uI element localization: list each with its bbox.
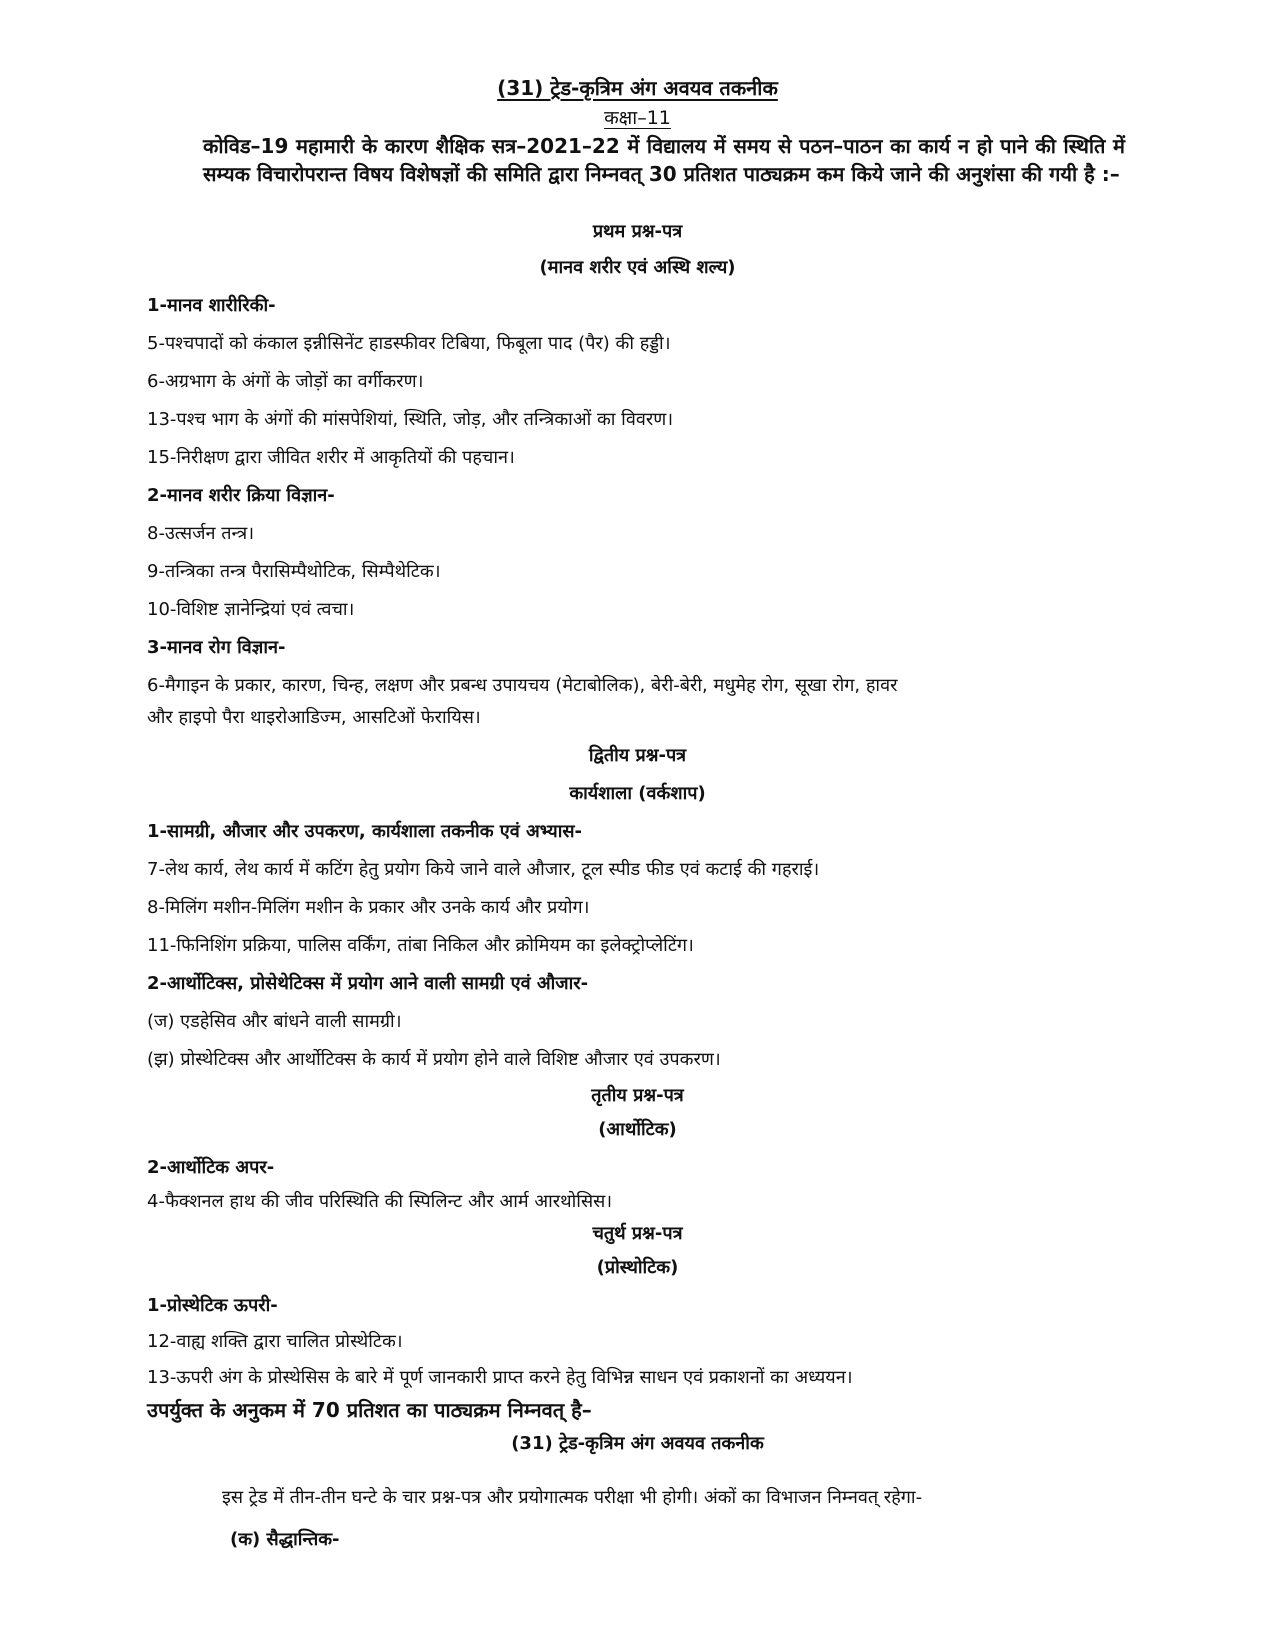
paper2-section2-heading: 2-आर्थोटिक्स, प्रोसेथेटिक्स में प्रयोग आने वाली सामग्री एवं औजार- [147,973,589,994]
paper4-title: चतुर्थ प्रश्न-पत्र [592,1223,683,1244]
paper1-section3-heading: 3-मानव रोग विज्ञान- [147,637,286,658]
list-item: 5-पश्चपादों को कंकाल इन्नीसिनेंट हाडस्फीवर टिबिया, फिबूला पाद (पैर) की हड्डी। [147,333,671,354]
list-item: 10-विशिष्ट ज्ञानेन्द्रियां एवं त्वचा। [147,599,355,620]
theory-heading: (क) सैद्धान्तिक- [230,1529,340,1550]
list-item: 7-लेथ कार्य, लेथ कार्य में कटिंग हेतु प्रयोग किये जाने वाले औजार, टूल स्पीड फीड एवं कटाई की गहराई। [147,859,820,880]
paper2-subtitle: कार्यशाला (वर्कशाप) [569,783,706,804]
list-item: 15-निरीक्षण द्वारा जीवित शरीर में आकृतियों की पहचान। [147,447,515,468]
list-item: 13-पश्च भाग के अंगों की मांसपेशियां, स्थिति, जोड़, और तन्त्रिकाओं का विवरण। [147,409,674,430]
exam-note: इस ट्रेड में तीन-तीन घन्टे के चार प्रश्न-पत्र और प्रयोगात्मक परीक्षा भी होगी। अंकों का विभाजन निम्नवत् रहेगा- [222,1487,923,1508]
list-item: 4-फैक्शनल हाथ की जीव परिस्थिति की स्पिलिन्ट और आर्म आरथोसिस। [147,1191,613,1212]
paper1-section1-heading: 1-मानव शारीरिकी- [147,295,276,316]
paper1-title: प्रथम प्रश्न-पत्र [592,221,683,242]
paper1-section2-heading: 2-मानव शरीर क्रिया विज्ञान- [147,485,335,506]
paper1-subtitle: (मानव शरीर एवं अस्थि शल्य) [539,257,736,278]
title-repeat: (31) ट्रेड-कृत्रिम अंग अवयव तकनीक [511,1433,764,1454]
list-item: (ज) एडहेसिव और बांधने वाली सामग्री। [147,1011,402,1032]
intro-paragraph [147,132,1125,188]
list-item: 13-ऊपरी अंग के प्रोस्थेसिस के बारे में पूर्ण जानकारी प्राप्त करने हेतु विभिन्न साधन एवं प्रकाशनों का अध्ययन। [147,1367,853,1388]
paper3-subtitle: (आर्थोटिक) [598,1119,677,1140]
paper3-title: तृतीय प्रश्न-पत्र [591,1085,684,1106]
remaining-heading: उपर्युक्त के अनुकम में 70 प्रतिशत का पाठ्यक्रम निम्नवत् है– [147,1398,592,1422]
list-item: 6-अग्रभाग के अंगों के जोड़ों का वर्गीकरण। [147,371,424,392]
list-item: 8-उत्सर्जन तन्त्र। [147,523,255,544]
paper4-subtitle: (प्रोस्थोटिक) [596,1257,679,1278]
paper2-title: द्वितीय प्रश्न-पत्र [588,745,687,766]
list-item: 11-फिनिशिंग प्रक्रिया, पालिस वर्किंग, तांबा निकिल और क्रोमियम का इलेक्ट्रोप्लेटिंग। [147,935,694,956]
list-item: 12-वाह्य शक्ति द्वारा चालित प्रोस्थेटिक। [147,1331,403,1352]
list-item: 9-तन्त्रिका तन्त्र पैरासिम्पैथोटिक, सिम्पैथेटिक। [147,561,441,582]
page-title: (31) ट्रेड-कृत्रिम अंग अवयव तकनीक [497,76,778,100]
list-item: 8-मिलिंग मशीन-मिलिंग मशीन के प्रकार और उनके कार्य और प्रयोग। [147,897,590,918]
paper2-section1-heading: 1-सामग्री, औजार और उपकरण, कार्यशाला तकनीक एवं अभ्यास- [147,821,582,842]
list-item-continued: और हाइपो पैरा थाइरोआडिज्म, आसटिओं फेरायिस। [147,707,481,728]
class-label: कक्षा–11 [604,107,671,129]
paper3-section1-heading: 2-आर्थोटिक अपर- [147,1157,275,1178]
list-item: (झ) प्रोस्थेटिक्स और आर्थोटिक्स के कार्य में प्रयोग होने वाले विशिष्ट औजार एवं उपकरण। [147,1049,721,1070]
list-item: 6-मैगाइन के प्रकार, कारण, चिन्ह, लक्षण और प्रबन्ध उपायचय (मेटाबोलिक), बेरी-बेरी, मधुमेह रोग, सूखा रोग, हावर [147,675,898,696]
paper4-section1-heading: 1-प्रोस्थेटिक ऊपरी- [147,1295,278,1316]
intro-text: कोविड–19 महामारी के कारण शैक्षिक सत्र–2021–22 में विद्यालय में समय से पठन–पाठन का कार्य न हो पाने की स्थिति में सम्यक विचारोपरान्त विषय विशेषज्ञों की समिति द्वारा निम्नवत् 30 प्रतिशत पाठ्यक्रम कम किये जाने की अनुशंसा की गयी है :– [203,134,1125,186]
